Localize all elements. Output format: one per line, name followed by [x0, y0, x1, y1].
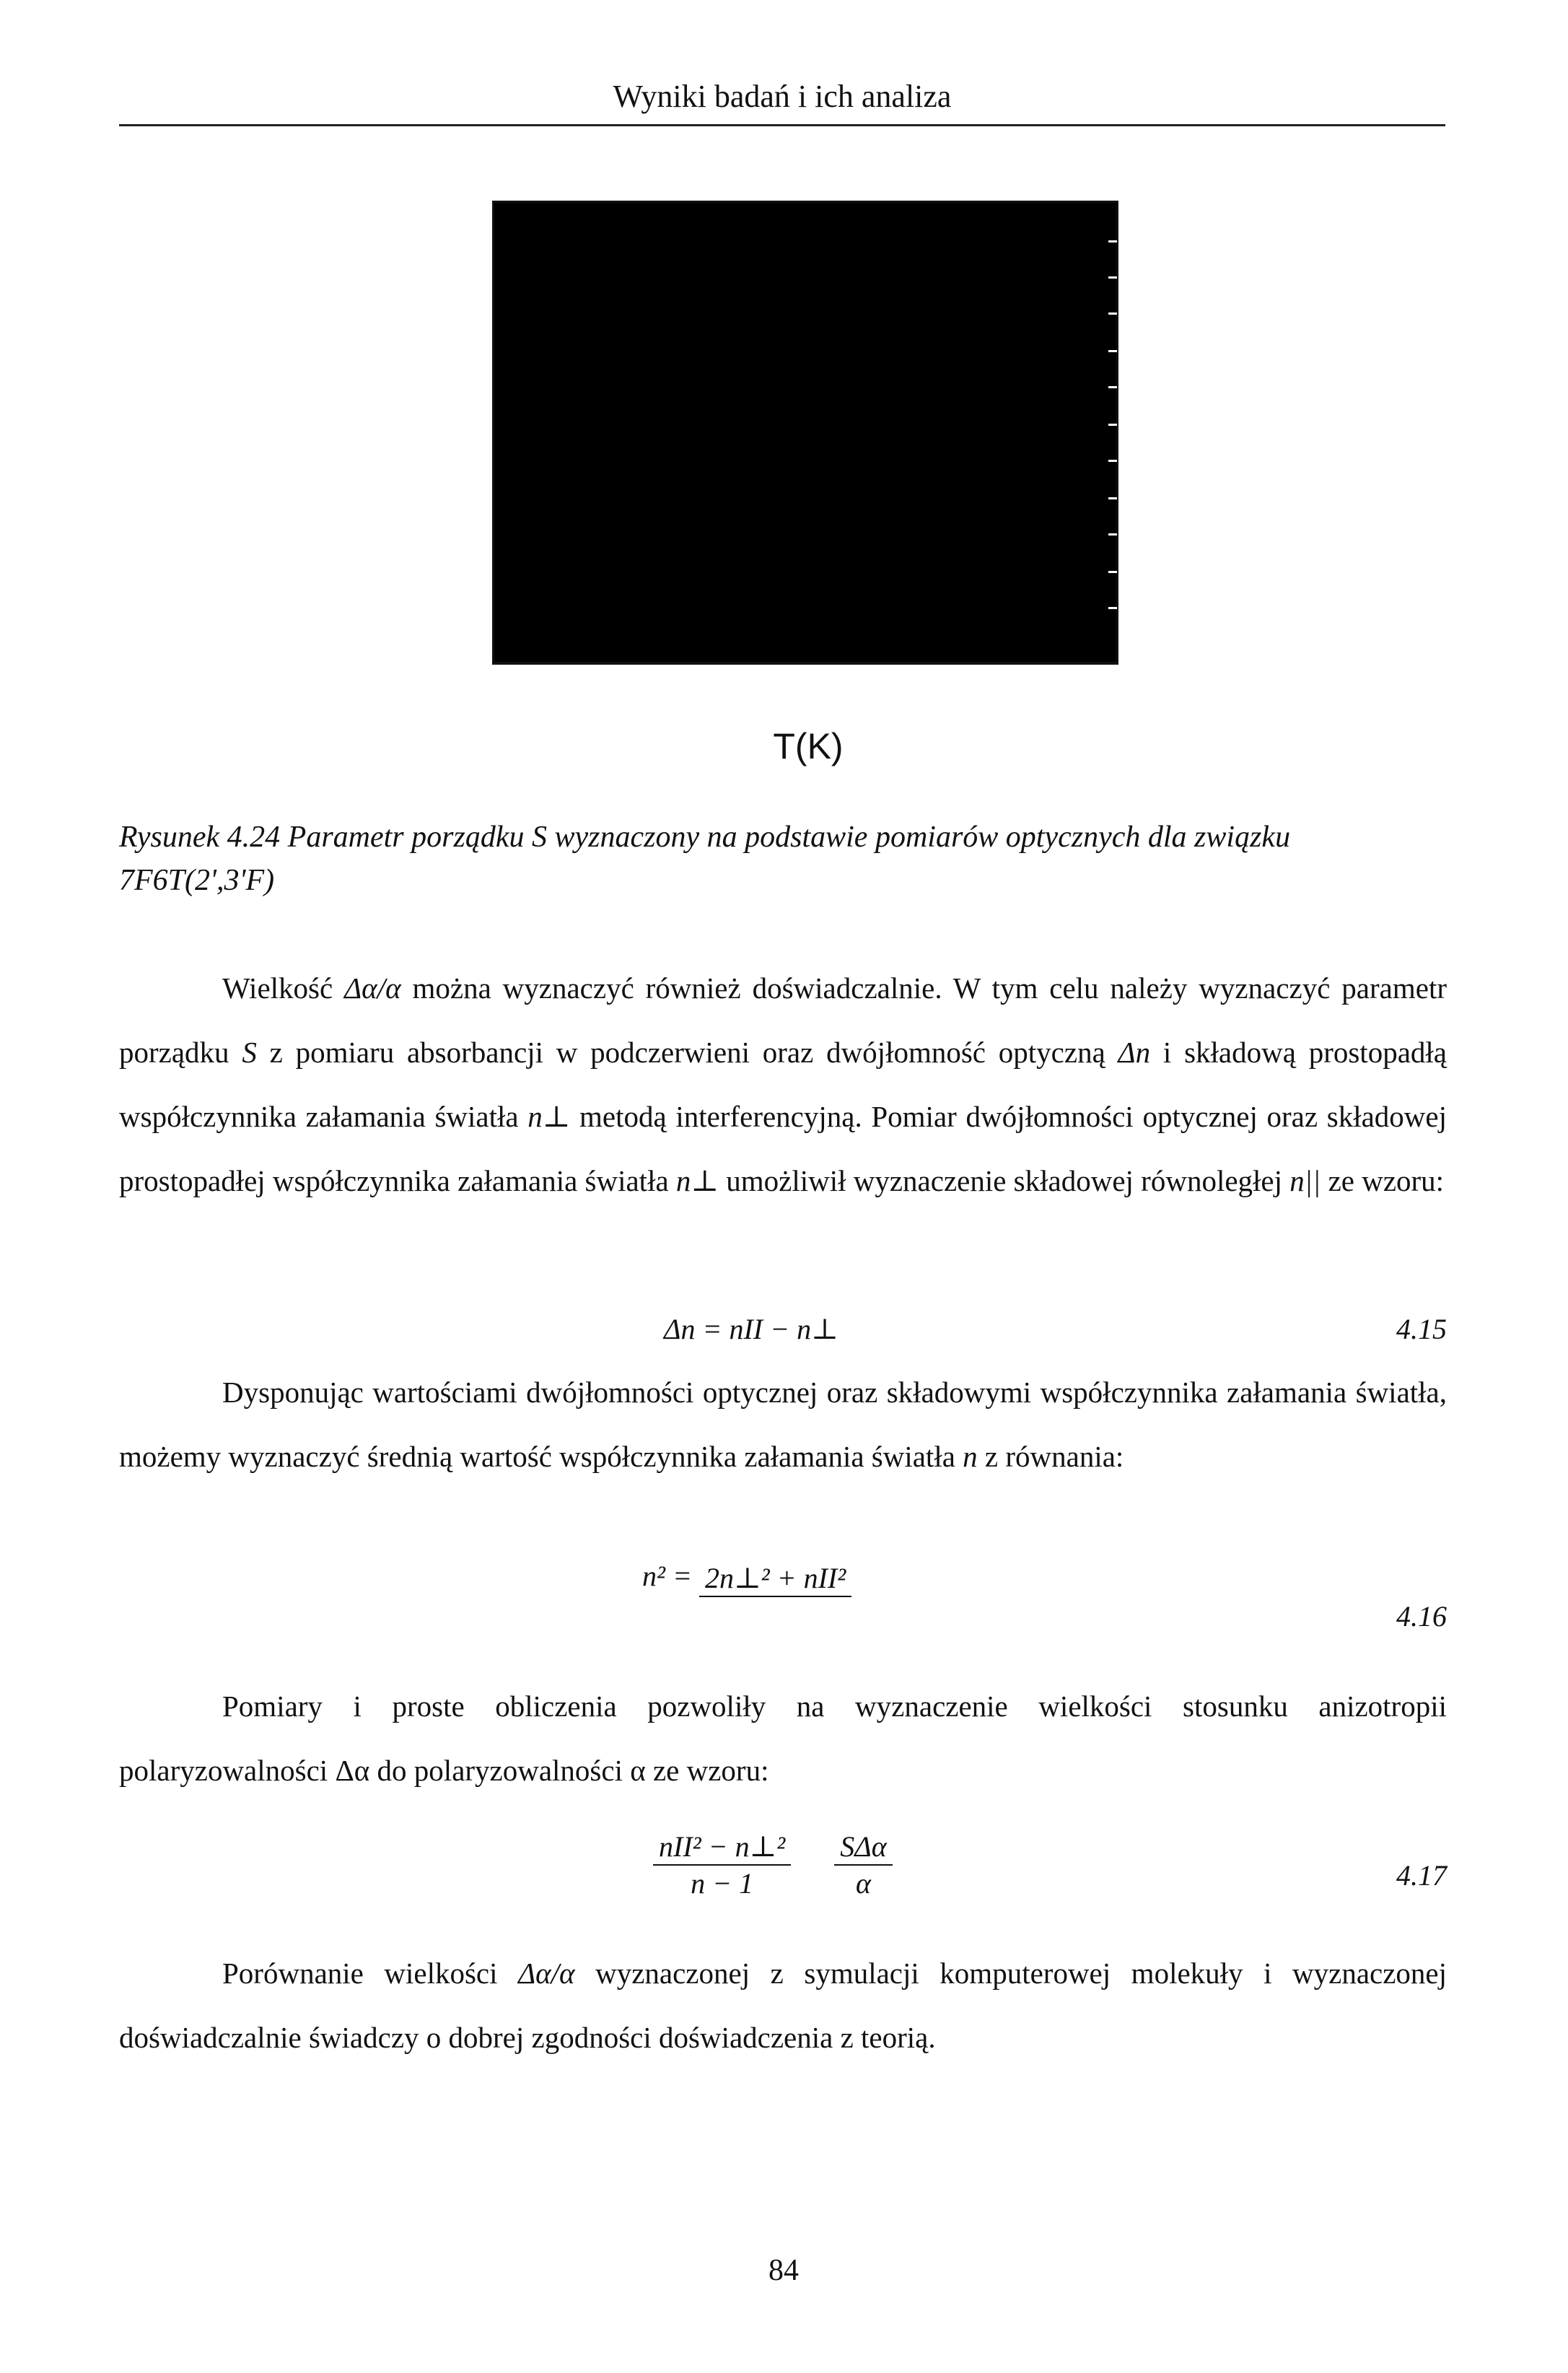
equation-number: 4.15: [1396, 1313, 1447, 1345]
equation-4-16: [119, 1559, 1447, 1646]
y-tick: [1108, 571, 1117, 573]
symbol: n⊥: [527, 1100, 571, 1133]
y-tick: [1108, 424, 1117, 426]
equation-4-17: [119, 1830, 1447, 1916]
running-header: Wyniki badań i ich analiza: [613, 79, 952, 114]
paragraph-1: [119, 956, 1447, 1213]
y-tick: [1108, 313, 1117, 315]
text: metodą interferencyjną. Pomiar dwójłomności optycznej oraz składowej prostopadłej współczynnika załamania światła: [119, 1100, 1447, 1197]
text: ze wzoru:: [645, 1754, 769, 1787]
text: Porównanie wielkości: [222, 1957, 519, 1990]
y-tick: [1108, 460, 1117, 462]
equation-expression: [653, 1830, 893, 1902]
y-tick: [1108, 386, 1117, 388]
fraction-numerator: 2n⊥² + nII²: [699, 1561, 851, 1597]
text: Pomiary i proste obliczenia pozwoliły na wyznaczenie wielkości stosunku anizotropii polaryzowalności: [119, 1690, 1447, 1787]
figure-caption: Rysunek 4.24 Parametr porządku S wyznaczony na podstawie pomiarów optycznych dla związku 7F6T(2',3'F): [119, 821, 1291, 897]
equation-lhs: n² =: [642, 1560, 692, 1592]
symbol: Δα/α: [518, 1957, 575, 1990]
fraction: [699, 1561, 851, 1597]
y-tick: [1108, 607, 1117, 609]
text: i składową prostopadłą współczynnika załamania światła: [119, 1036, 1447, 1133]
y-tick: [1108, 276, 1117, 279]
header-rule: [119, 124, 1445, 126]
symbol: n||: [1289, 1164, 1321, 1197]
text: Dysponując wartościami dwójłomności optycznej oraz składowymi współczynnika załamania światła, możemy wyznaczyć średnią wartość współczynnika załamania światła: [119, 1376, 1447, 1473]
symbol: Δn: [1118, 1036, 1151, 1069]
symbol: α: [630, 1754, 646, 1787]
fraction-denominator: α: [855, 1867, 871, 1900]
text: wyznaczonej z symulacji komputerowej molekuły i wyznaczonej doświadczalnie świadczy o dobrej zgodności doświadczenia z teorią.: [119, 1957, 1447, 2054]
equation-expression: [642, 1559, 851, 1597]
text: ze wzoru:: [1320, 1164, 1445, 1197]
text: Wielkość: [222, 971, 345, 1005]
text: z pomiaru absorbancji w podczerwieni oraz dwójłomność optyczną: [256, 1036, 1118, 1069]
paragraph-3: [119, 1674, 1447, 1803]
fraction-numerator: SΔα: [834, 1830, 892, 1866]
figure-plot-area: [492, 201, 1118, 665]
paragraph-2: [119, 1360, 1447, 1489]
y-tick: [1108, 533, 1117, 536]
symbol: Δα/α: [344, 971, 401, 1005]
text: umożliwił wyznaczenie składowej równoległej: [718, 1164, 1290, 1197]
page-number: 84: [768, 2254, 799, 2287]
text: z równania:: [977, 1440, 1124, 1473]
fraction: [653, 1830, 791, 1902]
fraction: [834, 1830, 892, 1902]
symbol: n⊥: [675, 1164, 719, 1197]
symbol: Δα: [335, 1754, 370, 1787]
equation-number: 4.16: [1396, 1600, 1447, 1633]
x-axis-label: T(K): [773, 726, 844, 766]
text: do polaryzowalności: [369, 1754, 631, 1787]
paragraph-4: [119, 1941, 1447, 2070]
y-tick: [1108, 497, 1117, 499]
fraction-numerator: nII² − n⊥²: [653, 1830, 791, 1866]
y-tick: [1108, 350, 1117, 352]
text: można wyznaczyć również doświadczalnie. W tym celu należy wyznaczyć parametr porządku: [119, 971, 1447, 1069]
equation-expression: Δn = nII − n⊥: [664, 1313, 838, 1345]
symbol: n: [963, 1440, 978, 1473]
y-tick: [1108, 240, 1117, 242]
fraction-denominator: n − 1: [691, 1867, 754, 1900]
symbol: S: [242, 1036, 257, 1069]
equation-number: 4.17: [1396, 1859, 1447, 1892]
